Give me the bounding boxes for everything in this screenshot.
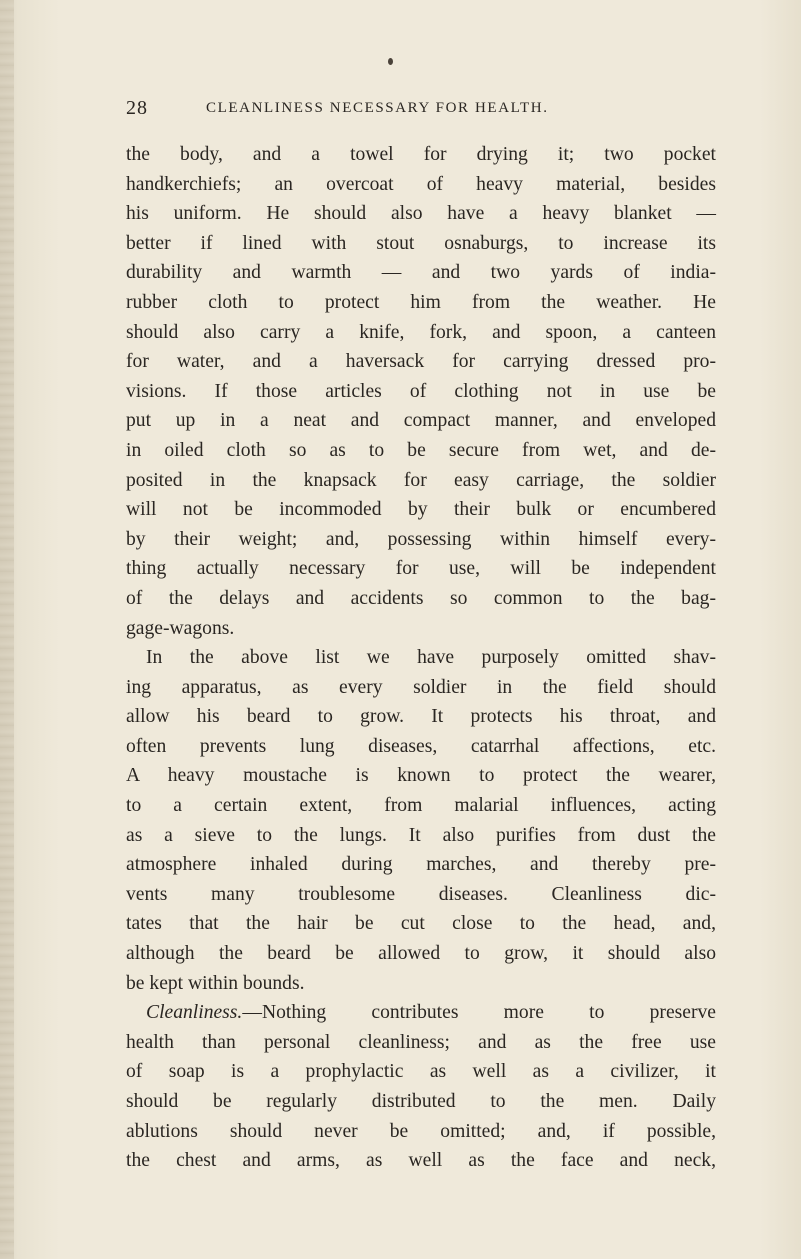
text-line: put up in a neat and compact manner, and enveloped — [126, 410, 716, 432]
text-line: atmosphere inhaled during marches, and thereby pre- — [126, 854, 716, 876]
text-line: ablutions should never be omitted; and, if possible, — [126, 1120, 716, 1142]
text-line: in oiled cloth so as to be secure from wet, and de- — [126, 439, 716, 461]
text-line: tates that the hair be cut close to the head, and, — [126, 913, 716, 935]
text-line: vents many troublesome diseases. Cleanliness dic- — [126, 883, 716, 905]
text-line: ing apparatus, as every soldier in the field should — [126, 676, 716, 698]
page-number: 28 — [126, 97, 148, 119]
text-line: often prevents lung diseases, catarrhal affections, etc. — [126, 735, 716, 757]
text-line: be kept within bounds. — [126, 972, 305, 994]
text-line: thing actually necessary for use, will be independent — [126, 558, 716, 580]
text-line: handkerchiefs; an overcoat of heavy material, besides — [126, 173, 716, 195]
page-gutter-shadow — [0, 0, 14, 1259]
body-text — [126, 140, 716, 1176]
text-line: by their weight; and, possessing within himself every- — [126, 528, 716, 550]
text-line: of soap is a prophylactic as well as a civilizer, it — [126, 1061, 716, 1083]
section-heading-line — [126, 998, 716, 1028]
section-heading: Cleanliness. — [146, 1002, 243, 1024]
text-line: should also carry a knife, fork, and spoon, a canteen — [126, 321, 716, 343]
text-line: health than personal cleanliness; and as the free use — [126, 1031, 716, 1053]
text-line: better if lined with stout osnaburgs, to increase its — [126, 232, 716, 254]
text-line: gage-wagons. — [126, 617, 235, 639]
text-line: In the above list we have purposely omitted shav- — [146, 647, 716, 669]
text-line: posited in the knapsack for easy carriage, the soldier — [126, 469, 716, 491]
text-line: to a certain extent, from malarial influences, acting — [126, 795, 716, 817]
text-line: as a sieve to the lungs. It also purifies from dust the — [126, 824, 716, 846]
text-line: will not be incommoded by their bulk or encumbered — [126, 499, 716, 521]
ink-speck — [388, 58, 393, 65]
text-line: although the beard be allowed to grow, it should also — [126, 943, 716, 965]
text-line: A heavy moustache is known to protect the wearer, — [126, 765, 716, 787]
text-line: allow his beard to grow. It protects his throat, and — [126, 706, 716, 728]
page-header — [126, 97, 686, 121]
section-heading-rest: —Nothing contributes more to preserve — [242, 1002, 716, 1024]
text-line: visions. If those articles of clothing not in use be — [126, 380, 716, 402]
running-head: CLEANLINESS NECESSARY FOR HEALTH. — [206, 100, 549, 116]
text-line: the chest and arms, as well as the face and neck, — [126, 1150, 716, 1172]
text-line: of the delays and accidents so common to the bag- — [126, 587, 716, 609]
text-line: his uniform. He should also have a heavy blanket — — [126, 203, 716, 225]
text-line: for water, and a haversack for carrying dressed pro- — [126, 351, 716, 373]
text-line: rubber cloth to protect him from the weather. He — [126, 291, 716, 313]
text-line: the body, and a towel for drying it; two pocket — [126, 144, 716, 165]
text-line: should be regularly distributed to the men. Daily — [126, 1091, 716, 1112]
text-line: durability and warmth — and two yards of india- — [126, 262, 716, 284]
